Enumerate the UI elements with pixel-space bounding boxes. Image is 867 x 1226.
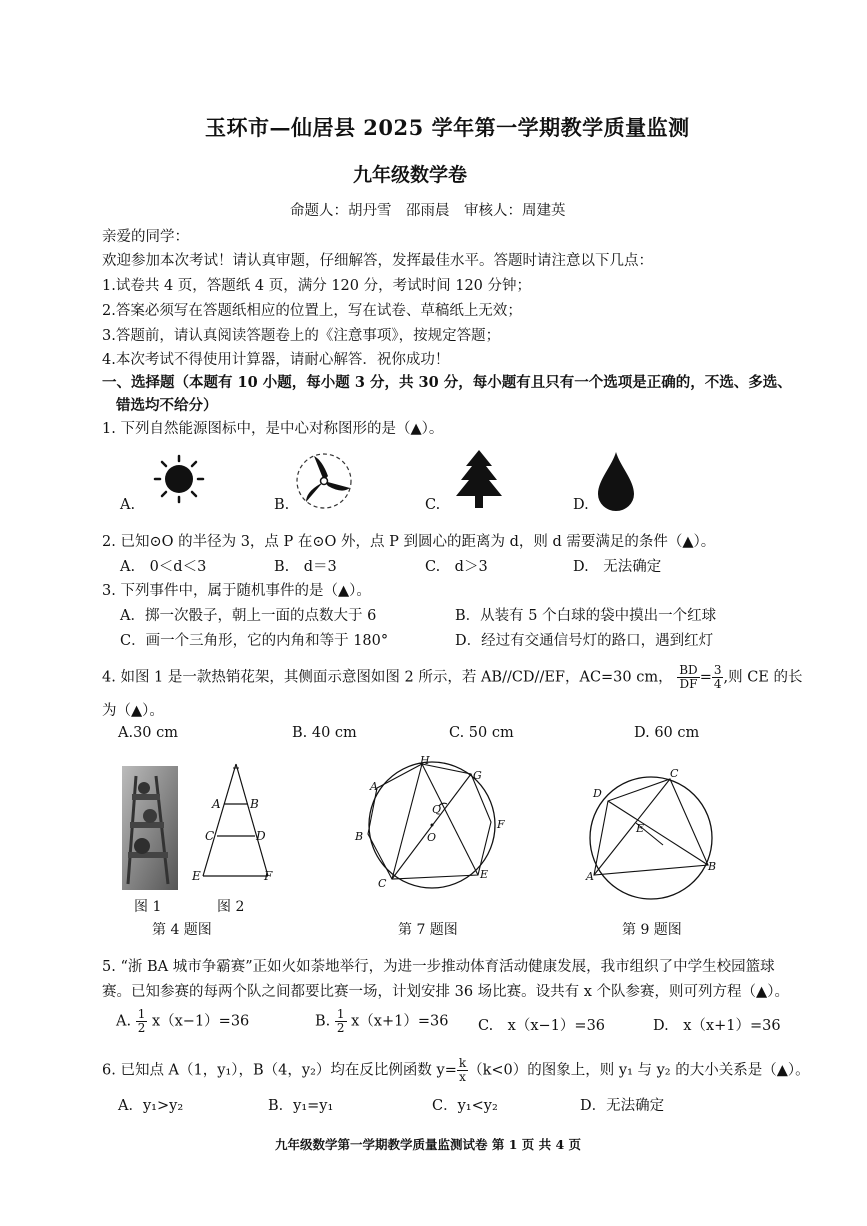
q5-option-c: C. x（x−1）=36 (478, 1018, 606, 1034)
note-4: 4.本次考试不得使用计算器，请耐心解答．祝你成功！ (102, 352, 450, 368)
q2-option-c: C. d＞3 (425, 559, 488, 575)
greeting: 亲爱的同学： (102, 229, 189, 245)
q5-option-d: D. x（x+1）=36 (653, 1018, 781, 1034)
q1-stem: 1. 下列自然能源图标中，是中心对称图形的是（▲）。 (102, 421, 444, 437)
fig9-label-a: A (586, 870, 594, 883)
fig2-label-c: C (205, 829, 215, 843)
q4-option-b: B. 40 cm (292, 725, 357, 741)
q5-b-half-num: 1 (336, 1007, 345, 1021)
fig7-label-b: B (355, 830, 364, 843)
q4-option-a: A.30 cm (118, 725, 179, 741)
q4-option-c: C. 50 cm (449, 725, 514, 741)
fig2-label-a: A (212, 797, 221, 811)
tree-icon (452, 448, 506, 510)
q5-option-b-expr: x（x+1）=36 (351, 1013, 449, 1030)
q5-option-b-prefix: B. (315, 1013, 331, 1030)
q4-stem-line1 (102, 664, 803, 691)
note-2: 2.答案必须写在答题纸相应的位置上，写在试卷、草稿纸上无效； (102, 303, 522, 319)
water-drop-icon (596, 450, 636, 512)
q3-option-d: D．经过有交通信号灯的路口，遇到红灯 (455, 633, 714, 649)
q1-option-b-label: B. (274, 497, 290, 513)
fig2-label-d: D (256, 829, 266, 843)
q5-b-half-den: 2 (336, 1021, 345, 1035)
q6-frac-num: k (458, 1056, 467, 1070)
fig2-caption: 图 2 (217, 899, 245, 915)
note-1: 1.试卷共 4 页，答题纸 4 页，满分 120 分，考试时间 120 分钟； (102, 278, 532, 294)
q4-stem-line2: 为（▲）。 (102, 703, 164, 719)
q9-figure-caption: 第 9 题图 (622, 922, 682, 938)
q7-figure-caption: 第 7 题图 (398, 922, 458, 938)
fig7-label-f: F (497, 818, 505, 831)
q5-stem-line2: 赛。已知参赛的每两个队之间都要比赛一场，计划安排 36 场比赛。设共有 x 个队参赛，则可列方程（▲）。 (102, 984, 789, 1000)
q3-option-b: B．从装有 5 个白球的袋中摸出一个红球 (455, 608, 717, 624)
q2-option-b: B. d＝3 (274, 559, 337, 575)
q6-option-a: A．y₁>y₂ (118, 1098, 184, 1114)
q5-option-a-prefix: A. (116, 1013, 132, 1030)
q2-option-d: D. 无法确定 (573, 559, 662, 575)
q4-ratio-value (712, 664, 724, 691)
wind-turbine-icon (292, 450, 356, 512)
fig7-label-c: C (378, 877, 387, 890)
q6-stem-part-b: （k<0）的图象上，则 y₁ 与 y₂ 的大小关系是（▲）。 (468, 1062, 810, 1079)
q6-frac-den: x (459, 1070, 466, 1084)
q5-option-b (315, 1008, 448, 1035)
q5-stem-line1: 5. “浙 BA 城市争霸赛”正如火如荼地举行，为进一步推动体育活动健康发展，我市组织了中学生校园篮球 (102, 959, 775, 975)
q4-frac-num: BD (679, 663, 698, 677)
q5-option-b-half (335, 1008, 347, 1035)
q6-option-c: C．y₁<y₂ (432, 1098, 498, 1114)
q4-option-d: D. 60 cm (634, 725, 700, 741)
q6-option-b: B．y₁=y₁ (268, 1098, 334, 1114)
exam-subtitle: 九年级数学卷 (353, 164, 468, 186)
q2-option-a: A. 0＜d＜3 (120, 559, 207, 575)
section-heading-line2: 错选均不给分） (116, 397, 218, 414)
q5-option-a (116, 1008, 249, 1035)
fig7-label-h: H (420, 754, 430, 767)
q4-frac-den: DF (679, 677, 698, 691)
section-heading-line1: 一、选择题（本题有 10 小题，每小题 3 分，共 30 分，每小题有且只有一个选项是正确的，不选、多选、 (102, 374, 792, 391)
q3-option-a: A．掷一次骰子，朝上一面的点数大于 6 (120, 608, 377, 624)
q1-option-d-label: D. (573, 497, 589, 513)
q6-k-over-x (457, 1057, 468, 1084)
sun-icon (150, 455, 208, 503)
q6-stem (102, 1057, 810, 1084)
fig7-label-q: Q (432, 803, 442, 816)
q3-stem: 3. 下列事件中，属于随机事件的是（▲）。 (102, 583, 371, 599)
fig2-label-b: B (250, 797, 259, 811)
q5-a-half-num: 1 (137, 1007, 146, 1021)
q1-option-c-label: C. (425, 497, 441, 513)
q4-frac2-num: 3 (713, 663, 722, 677)
fig9-label-b: B (708, 860, 717, 873)
q4-equals: = (699, 669, 712, 686)
authors-line: 命题人：胡丹雪 邵雨晨 审核人：周建英 (290, 203, 566, 219)
q3-option-c: C．画一个三角形，它的内角和等于 180° (120, 633, 389, 649)
note-3: 3.答题前，请认真阅读答题卷上的《注意事项》，按规定答题； (102, 328, 501, 344)
fig2-label-f: F (264, 869, 273, 883)
fig9-label-d: D (593, 787, 602, 800)
fig9-label-e: E (636, 822, 645, 835)
fig7-label-g: G (473, 769, 482, 782)
fig7-label-e: E (480, 868, 489, 881)
q5-option-a-expr: x（x−1）=36 (151, 1013, 250, 1030)
page-footer: 九年级数学第一学期教学质量监测试卷 第 1 页 共 4 页 (275, 1137, 582, 1152)
exam-title: 玉环市—仙居县 2025 学年第一学期教学质量监测 (205, 115, 690, 140)
fig7-label-a: A (370, 780, 378, 793)
q6-stem-part-a: 6. 已知点 A（1，y₁），B（4，y₂）均在反比例函数 y= (102, 1062, 457, 1079)
fig9-label-c: C (670, 767, 679, 780)
q5-option-a-half (136, 1008, 148, 1035)
flower-stand-photo (122, 766, 178, 890)
q1-option-a-label: A. (120, 497, 136, 513)
q4-stem-part-a: 4. 如图 1 是一款热销花架，其侧面示意图如图 2 所示，若 AB//CD//EF，AC=30 cm， (102, 669, 673, 686)
fig7-label-o: O (427, 831, 437, 844)
q4-stem-part-b: ,则 CE 的长 (723, 669, 803, 686)
q5-a-half-den: 2 (137, 1021, 146, 1035)
q4-ratio-bd-df (677, 664, 699, 691)
q6-option-d: D．无法确定 (580, 1098, 665, 1114)
q4-figure-caption: 第 4 题图 (152, 922, 212, 938)
q9-circle-diagram (588, 775, 717, 901)
fig2-label-e: E (192, 869, 201, 883)
fig1-caption: 图 1 (134, 899, 162, 915)
q2-stem: 2. 已知⊙O 的半径为 3，点 P 在⊙O 外，点 P 到圆心的距离为 d，则 d 需要满足的条件（▲）。 (102, 534, 716, 550)
q4-frac2-den: 4 (713, 677, 722, 691)
welcome-text: 欢迎参加本次考试！请认真审题，仔细解答，发挥最佳水平。答题时请注意以下几点： (102, 253, 653, 269)
